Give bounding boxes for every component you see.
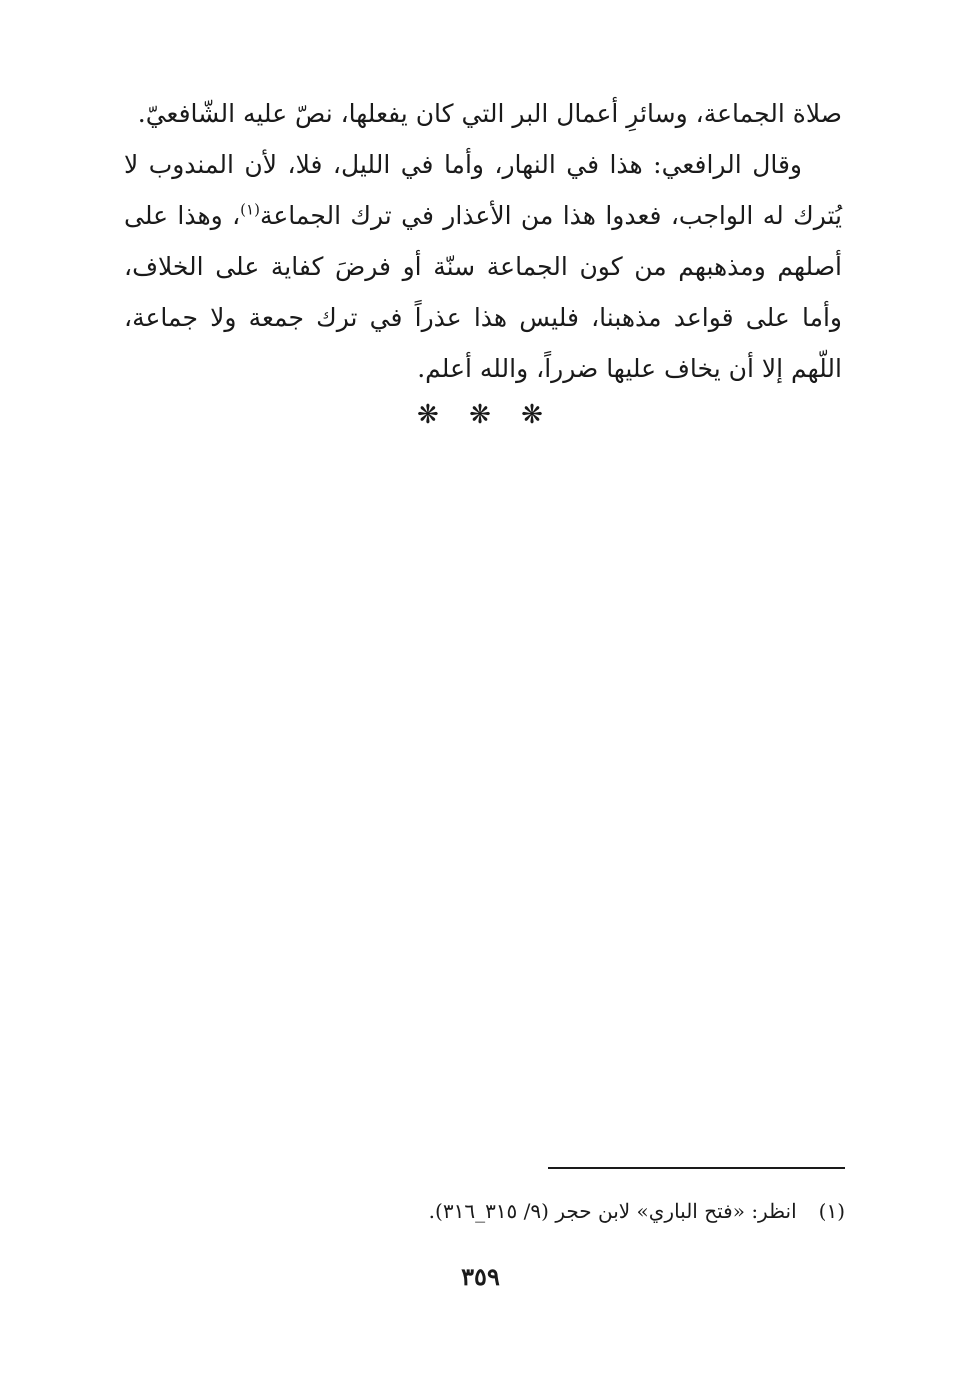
- footnote-divider: [548, 1167, 845, 1169]
- footnote: [245, 1195, 845, 1227]
- paragraph-1: صلاة الجماعة، وسائرِ أعمال البر التي كان يفعلها، نصّ عليه الشّافعيّ.: [137, 99, 842, 128]
- paragraph-2: [124, 139, 842, 394]
- footnote-number: (١): [818, 1199, 845, 1223]
- main-text: [124, 88, 842, 394]
- footnote-reference[interactable]: (١): [240, 200, 260, 219]
- section-separator: ❋ ❋ ❋: [417, 400, 543, 430]
- footnote-text: انظر: «فتح الباري» لابن حجر (٩/ ٣١٥_٣١٦).: [428, 1199, 797, 1223]
- paragraph-2-part-1: وقال الرافعي: هذا في النهار، وأما في الليل، فلا، لأن المندوب لا يُترك له الواجب، فعدوا هذا من الأعذار في ترك الجماعة: [124, 150, 842, 230]
- paragraph-2-part-2: ، وهذا على أصلهم ومذهبهم من كون الجماعة سنّة أو فرضَ كفاية على الخلاف، وأما على قواعد مذهبنا، فليس هذا عذراً في ترك جمعة ولا جماعة، اللّهم إلا أن يخاف عليها ضرراً، والله أعلم.: [124, 201, 842, 383]
- page-number: ٣٥٩: [461, 1262, 500, 1291]
